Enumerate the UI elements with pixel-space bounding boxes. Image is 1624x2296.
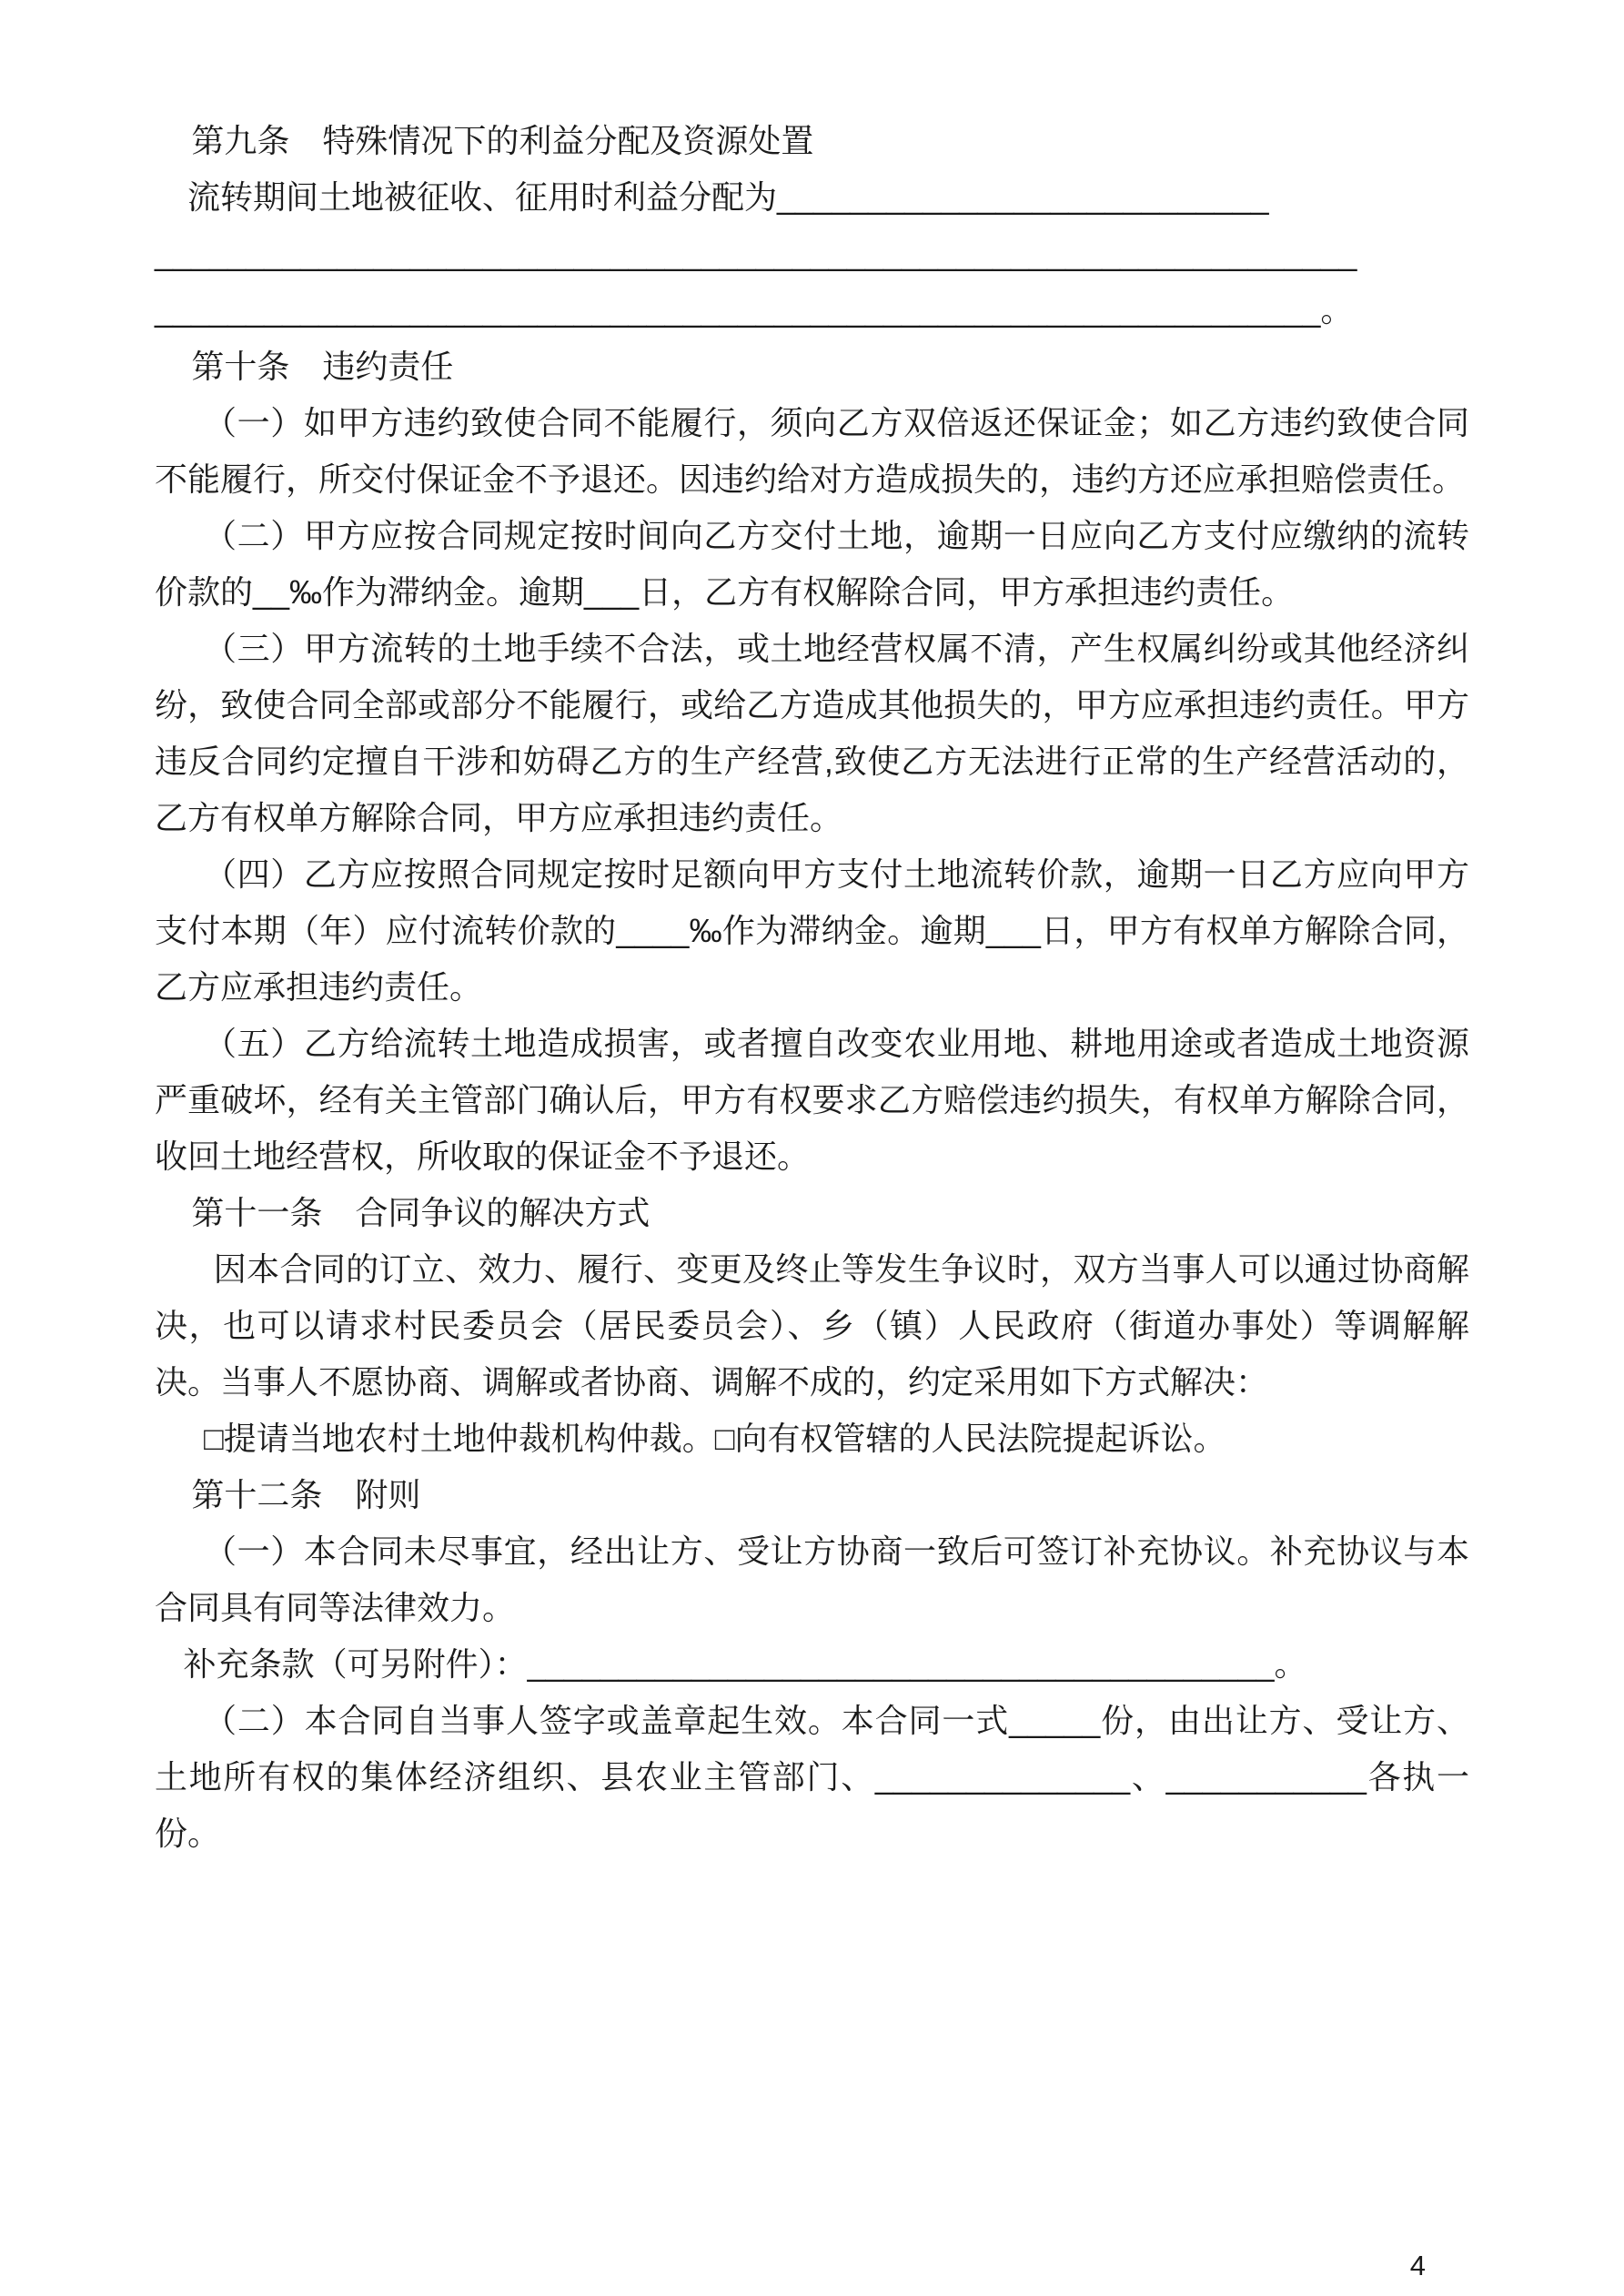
article-9-benefit-line: 流转期间土地被征收、征用时利益分配为___________________________	[187, 178, 1269, 216]
article-11-heading: 第十一条 合同争议的解决方式	[191, 1194, 651, 1231]
article-12-clause-1: （一）本合同未尽事宜，经出让方、受让方协商一致后可签订补充协议。补充协议与本合同具有同等法律效力。	[155, 1532, 1469, 1626]
supplementary-clause-line: 补充条款（可另附件）：_________________________________________。	[183, 1645, 1307, 1683]
article-12-heading: 第十二条 附则	[191, 1476, 421, 1513]
contract-body	[155, 113, 1469, 1862]
article-10-clause-4: （四）乙方应按照合同规定按时足额向甲方支付土地流转价款，逾期一日乙方应向甲方支付本期（年）应付流转价款的____‰作为滞纳金。逾期___日，甲方有权单方解除合同，乙方应承担违约责任。	[155, 855, 1469, 1006]
dispute-resolution-options: □提请当地农村土地仲裁机构仲裁。□向有权管辖的人民法院提起诉讼。	[204, 1420, 1226, 1457]
article-10-heading: 第十条 违约责任	[191, 348, 454, 385]
article-10-clause-5: （五）乙方给流转土地造成损害，或者擅自改变农业用地、耕地用途或者造成土地资源严重破坏，经有关主管部门确认后，甲方有权要求乙方赔偿违约损失，有权单方解除合同，收回土地经营权，所收取的保证金不予退还。	[155, 1025, 1469, 1175]
page-number: 4	[1409, 2250, 1426, 2281]
article-10-clause-3: （三）甲方流转的土地手续不合法，或土地经营权属不清，产生权属纠纷或其他经济纠纷，致使合同全部或部分不能履行，或给乙方造成其他损失的，甲方应承担违约责任。甲方违反合同约定擅自干涉和妨碍乙方的生产经营,致使乙方无法进行正常的生产经营活动的，乙方有权单方解除合同，甲方应承担违约责任。	[155, 630, 1469, 836]
article-10-clause-1: （一）如甲方违约致使合同不能履行，须向乙方双倍返还保证金；如乙方违约致使合同不能履行，所交付保证金不予退还。因违约给对方造成损失的，违约方还应承担赔偿责任。	[155, 404, 1469, 498]
fill-in-blank-line-1: __________________________________________________________________	[155, 235, 1357, 272]
fill-in-blank-line-2: ________________________________________________________________。	[155, 291, 1354, 329]
article-11-body: 因本合同的订立、效力、履行、变更及终止等发生争议时，双方当事人可以通过协商解决，也可以请求村民委员会（居民委员会）、乡（镇）人民政府（街道办事处）等调解解决。当事人不愿协商、调解或者协商、调解不成的，约定采用如下方式解决：	[155, 1250, 1469, 1401]
article-9-heading: 第九条 特殊情况下的利益分配及资源处置	[191, 122, 814, 159]
article-10-clause-2: （二）甲方应按合同规定按时间向乙方交付土地，逾期一日应向乙方支付应缴纳的流转价款的__‰作为滞纳金。逾期___日，乙方有权解除合同，甲方承担违约责任。	[155, 517, 1469, 611]
article-12-clause-2: （二）本合同自当事人签字或盖章起生效。本合同一式_____份，由出让方、受让方、土地所有权的集体经济组织、县农业主管部门、______________、___________各执一份。	[155, 1702, 1469, 1852]
